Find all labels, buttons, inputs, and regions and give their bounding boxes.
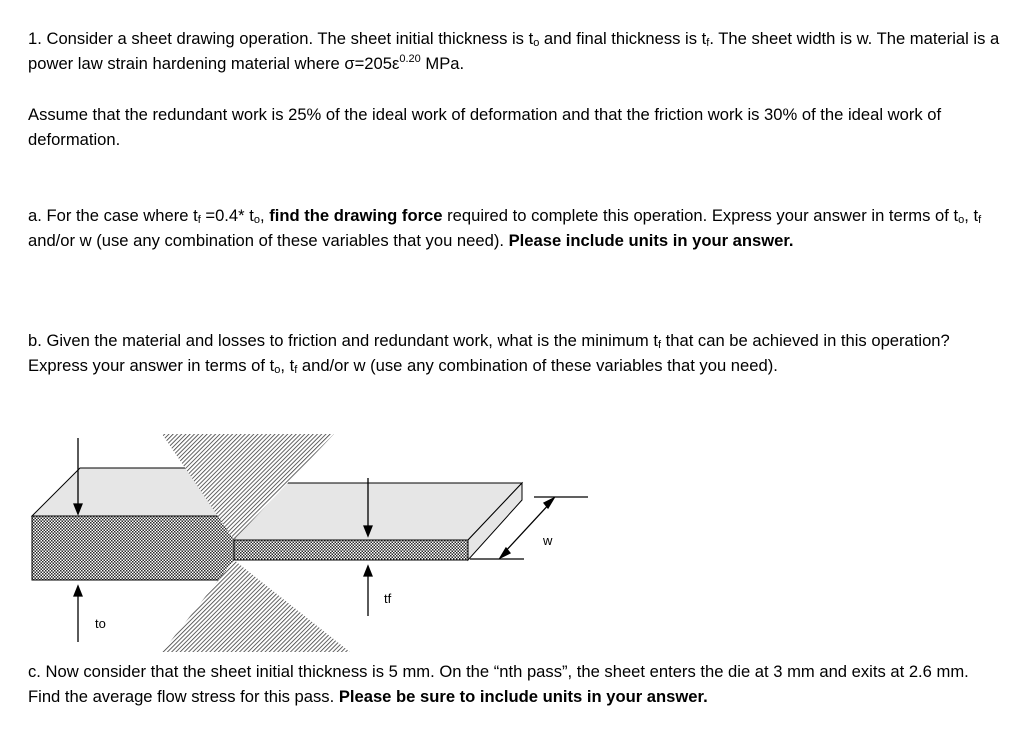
find-drawing-force-emphasis: find the drawing force [269,206,443,225]
incoming-sheet-front [32,516,234,580]
final-thickness-label: tf [384,591,392,606]
width-label: w [543,533,553,548]
part-c-text: c. Now consider that the sheet initial thickness is 5 mm. On the “nth pass”, the sheet enters the die at 3 mm and exits at 2.6 mm. Find the average flow stress for this pass. Please be sure to include units in your answer. [28,662,969,706]
units-emphasis-c: Please be sure to include units in your answer. [338,687,708,706]
sheet-drawing-diagram [0,420,600,660]
part-b-text: b. Given the material and losses to friction and redundant work, what is the minimum $t_f$ that can be achieved in this operation? Express your answer in terms of $t_o$, $t_f$ and/or w (use any combination of these variables that you need). [28,331,950,376]
question-1-text: 1. Consider a sheet drawing operation. The sheet initial thickness is $t_o$ and final thickness is $t_f$. The sheet width is w. The material is a power law strain hardening material where $\sigma=205\varepsilon^{0.20}$ MPa. [28,29,1000,73]
outgoing-sheet-front [234,540,468,560]
part-a-text: a. For the case where $t_f =0.4*$ $t_o$, find the drawing force required to complete this operation. Express your answer in terms of $t_o$, $t_f$ and/or w (use any combination of these variables that you need). Please include units in your answer. [28,206,982,250]
units-emphasis-a: Please include units in your answer. [508,231,794,250]
assumption-text: Assume that the redundant work is 25% of the ideal work of deformation and that the friction work is 30% of the ideal work of deformation. [28,105,942,149]
initial-thickness-label: to [95,616,106,631]
strain-exponent: 0.20 [399,53,421,65]
question-number: 1. [28,29,42,48]
